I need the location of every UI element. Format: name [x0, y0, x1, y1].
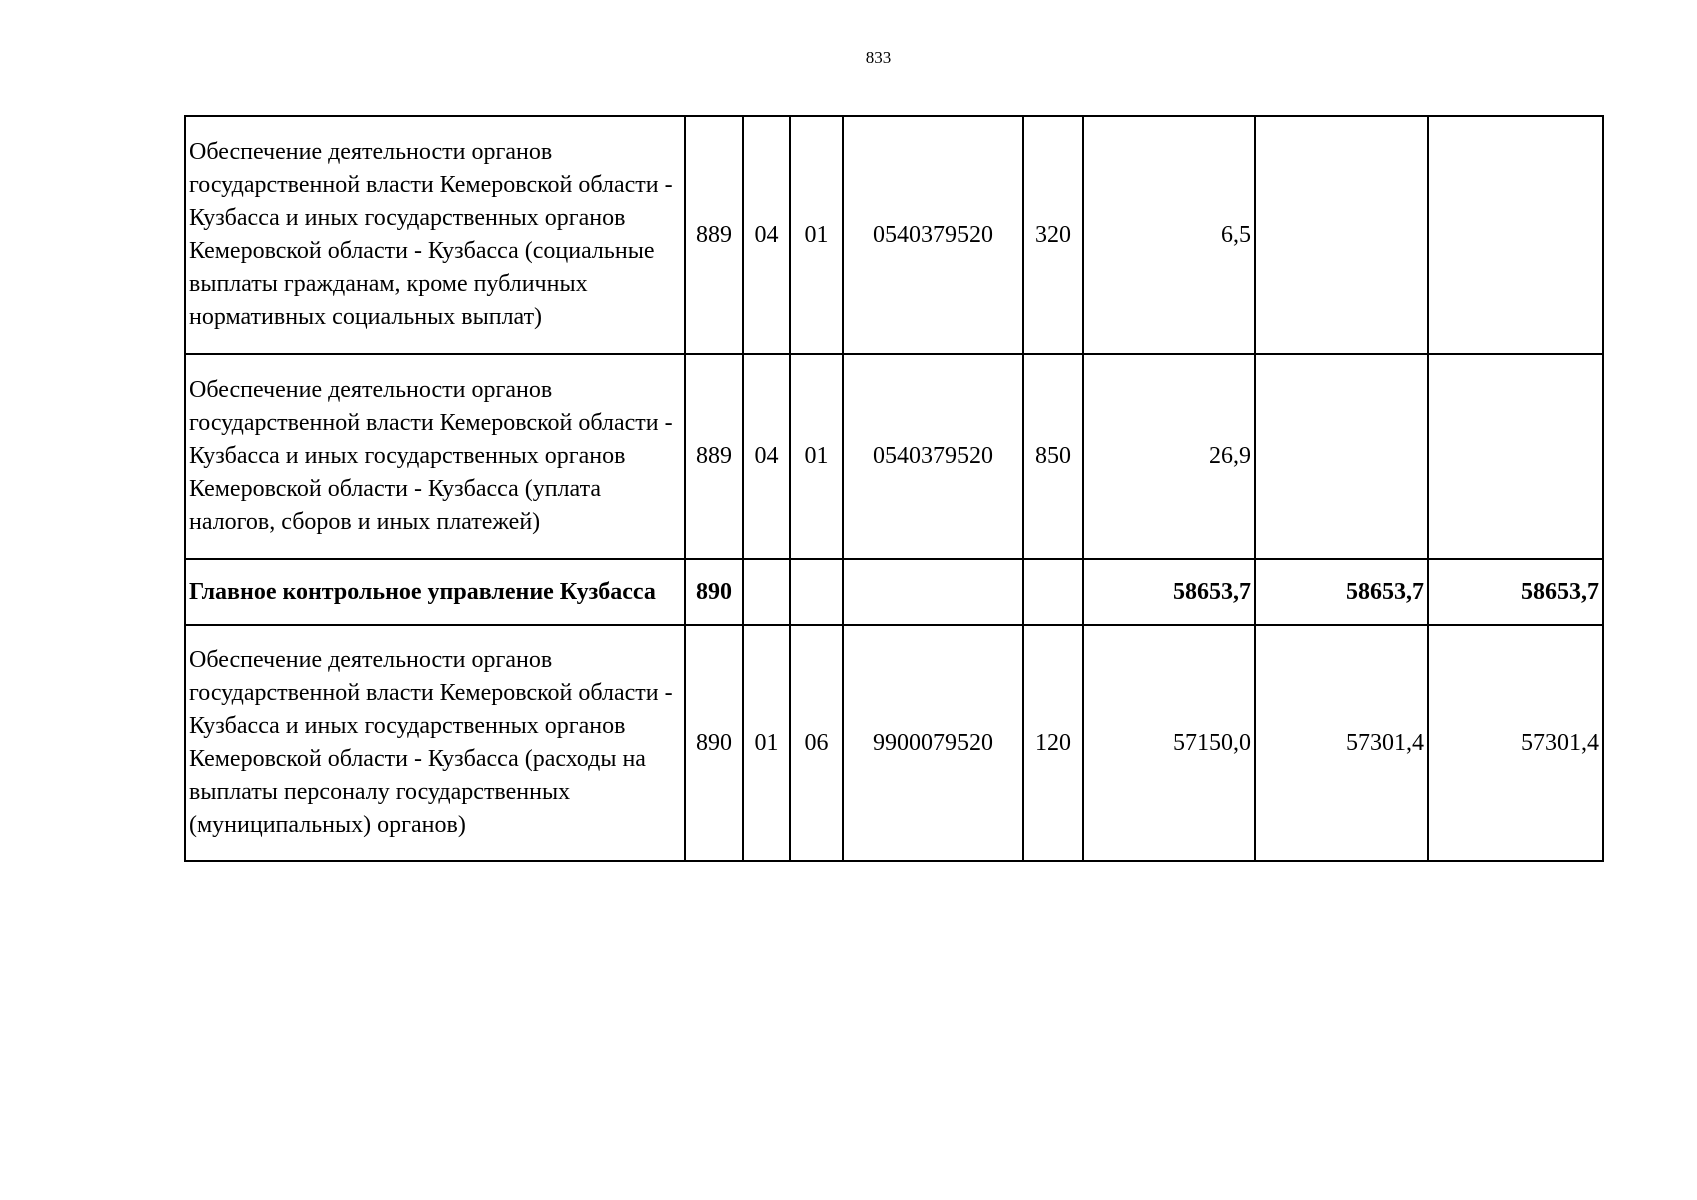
- row-name: Обеспечение деятельности органов государственной власти Кемеровской области - Кузбасса и иных государственных органов Кемеровской области - Кузбасса (уплата налогов, сборов и иных платежей): [185, 354, 685, 559]
- section-code: 04: [743, 354, 790, 559]
- expense-type-code: 320: [1023, 116, 1083, 354]
- ministry-code: 890: [685, 559, 743, 625]
- table-row: [185, 116, 1603, 354]
- row-name: Главное контрольное управление Кузбасса: [185, 559, 685, 625]
- ministry-code: 889: [685, 354, 743, 559]
- expense-type-code: [1023, 559, 1083, 625]
- sum-year-3: [1428, 116, 1603, 354]
- sum-year-2: [1255, 354, 1428, 559]
- sum-year-1: 26,9: [1083, 354, 1255, 559]
- sum-year-2: 57301,4: [1255, 625, 1428, 861]
- section-code: 01: [743, 625, 790, 861]
- sum-year-2: [1255, 116, 1428, 354]
- sum-year-1: 58653,7: [1083, 559, 1255, 625]
- target-article-code: 0540379520: [843, 354, 1023, 559]
- target-article-code: 9900079520: [843, 625, 1023, 861]
- sum-year-3: 58653,7: [1428, 559, 1603, 625]
- page-number: 833: [865, 48, 892, 67]
- expense-type-code: 120: [1023, 625, 1083, 861]
- sum-year-1: 6,5: [1083, 116, 1255, 354]
- target-article-code: [843, 559, 1023, 625]
- sum-year-3: [1428, 354, 1603, 559]
- table-row: [185, 625, 1603, 861]
- section-code: 04: [743, 116, 790, 354]
- table-row-total: [185, 559, 1603, 625]
- subsection-code: 01: [790, 116, 843, 354]
- sum-year-2: 58653,7: [1255, 559, 1428, 625]
- sum-year-1: 57150,0: [1083, 625, 1255, 861]
- section-code: [743, 559, 790, 625]
- budget-table: [184, 115, 1604, 862]
- expense-type-code: 850: [1023, 354, 1083, 559]
- row-name: Обеспечение деятельности органов государственной власти Кемеровской области - Кузбасса и иных государственных органов Кемеровской области - Кузбасса (расходы на выплаты персоналу государственных (муниципальных) органов): [185, 625, 685, 861]
- subsection-code: 06: [790, 625, 843, 861]
- subsection-code: 01: [790, 354, 843, 559]
- sum-year-3: 57301,4: [1428, 625, 1603, 861]
- target-article-code: 0540379520: [843, 116, 1023, 354]
- table-row: [185, 354, 1603, 559]
- row-name: Обеспечение деятельности органов государственной власти Кемеровской области - Кузбасса и иных государственных органов Кемеровской области - Кузбасса (социальные выплаты гражданам, кроме публичных нормативных социальных выплат): [185, 116, 685, 354]
- ministry-code: 890: [685, 625, 743, 861]
- subsection-code: [790, 559, 843, 625]
- ministry-code: 889: [685, 116, 743, 354]
